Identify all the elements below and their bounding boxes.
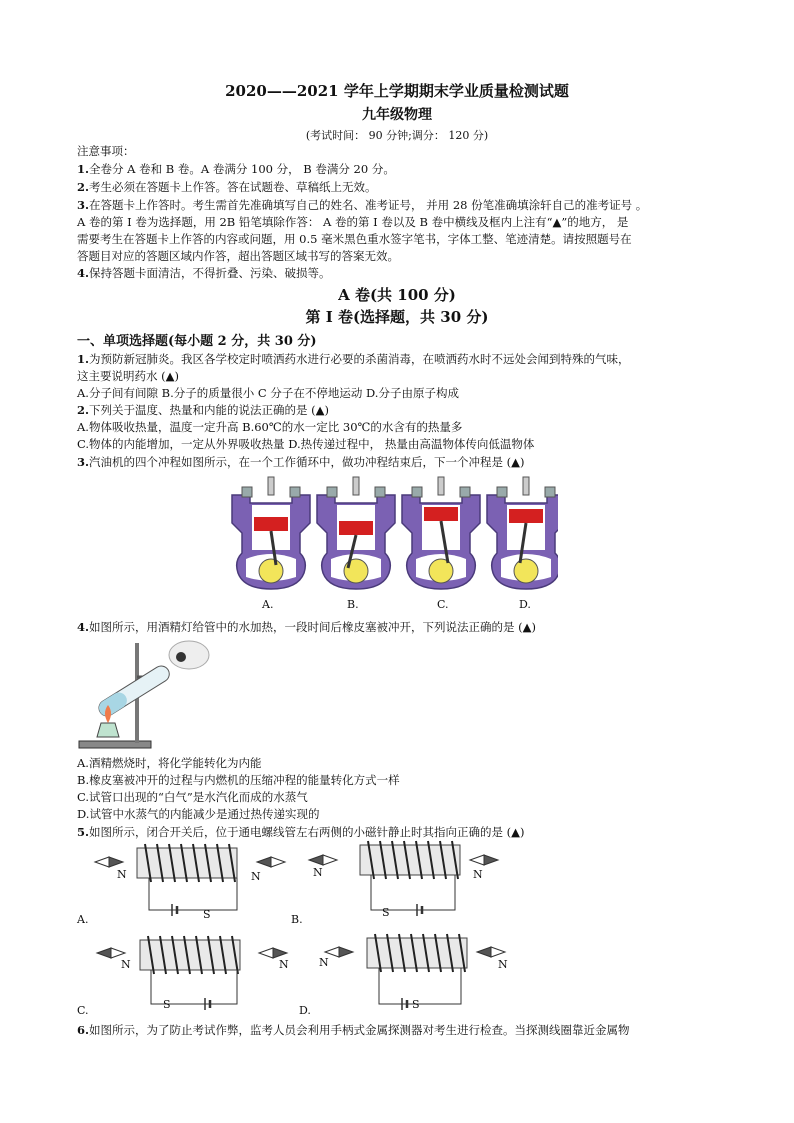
- section-i-heading: 第 I 卷(选择题，共 30 分): [305, 308, 489, 326]
- stand-base: [79, 741, 151, 748]
- question-2-options-row1: A.物体吸收热量，温度一定升高 B.60℃的水一定比 30℃的水含有的热量多: [77, 420, 463, 434]
- part-heading: 一、单项选择题(每小题 2 分，共 30 分): [77, 334, 317, 349]
- solenoid-label-a: A.: [77, 913, 89, 926]
- exam-title: 2020——2021 学年上学期期末学业质量检测试题: [225, 82, 569, 100]
- question-3-stem: 3.汽油机的四个冲程如图所示，在一个工作循环中，做功冲程结束后，下一个冲程是 (▲): [77, 455, 525, 469]
- notice-item: 2.考生必须在答题卡上作答。答在试题卷、草稿纸上无效。: [77, 180, 377, 194]
- question-4-option-b: B.橡皮塞被冲开的过程与内燃机的压缩冲程的能量转化方式一样: [77, 773, 400, 787]
- question-4-stem: 4.如图所示，用酒精灯给管中的水加热，一段时间后橡皮塞被冲开，下列说法正确的是 (▲): [77, 620, 536, 634]
- notice-item: 3.在答题卡上作答时。考生需首先准确填写自己的姓名、准考证号， 并用 28 份笔准确填涂轩自己的准考证号 。: [77, 198, 648, 212]
- rubber-stopper: [176, 652, 186, 662]
- switch-label-s: S: [382, 906, 390, 919]
- engine-strokes-figure: [228, 473, 558, 598]
- question-5-stem: 5.如图所示，闭合开关后，位于通电螺线管左右两侧的小磁针静止时其指向正确的是 (▲): [77, 825, 525, 839]
- needle-label-n: N: [117, 868, 127, 881]
- notice-item: 1.全卷分 A 卷和 B 卷。A 卷满分 100 分， B 卷满分 20 分。: [77, 162, 395, 176]
- solenoid-label-d: D.: [299, 1004, 311, 1017]
- question-4-option-d: D.试管中水蒸气的内能减少是通过热传递实现的: [77, 807, 320, 821]
- switch-label-s: S: [203, 908, 211, 921]
- engine-diagram-c: [402, 477, 480, 589]
- question-2-stem: 2.下列关于温度、热量和内能的说法正确的是 (▲): [77, 403, 329, 417]
- solenoid-diagram-b: [309, 841, 498, 916]
- question-2-options-row2: C.物体的内能增加，一定从外界吸收热量 D.热传递过程中， 热量由高温物体传向低温物体: [77, 437, 535, 451]
- question-4-option-a: A.酒精燃烧时，将化学能转化为内能: [77, 756, 262, 770]
- solenoid-label-b: B.: [291, 913, 303, 926]
- question-6-stem: 6.如图所示，为了防止考试作弊，监考人员会利用手柄式金属探测器对考生进行检查。当探测线圈靠近金属物: [77, 1023, 630, 1037]
- alcohol-lamp: [97, 723, 119, 737]
- question-1-options: A.分子间有间隙 B.分子的质量很小 C 分子在不停地运动 D.分子由原子构成: [77, 386, 459, 400]
- exam-info: (考试时间： 90 分钟;调分： 120 分): [305, 129, 489, 142]
- notice-item: 4.保持答题卡面清洁，不得折叠、污染、破损等。: [77, 266, 331, 280]
- section-a-heading: A 卷(共 100 分): [338, 286, 456, 304]
- exam-subtitle: 九年级物理: [362, 107, 432, 123]
- notice-item: A 卷的第 I 卷为选择题，用 2B 铅笔填除作答： A 卷的第 I 卷以及 B 卷中横线及框内上注有“▲”的地方， 是: [77, 215, 629, 229]
- needle-label-n: N: [473, 868, 483, 881]
- solenoid-diagram-c: [97, 936, 287, 1010]
- question-1-stem-cont: 这主要说明药水 (▲): [77, 369, 179, 383]
- question-1-stem: 1.为预防新冠肺炎。我区各学校定时喷洒药水进行必要的杀菌消毒，在喷洒药水时不远处会闻到特殊的气味，: [77, 352, 630, 366]
- test-tube-heating-figure: [77, 637, 217, 752]
- needle-label-n: N: [319, 956, 329, 969]
- engine-diagram-d: [487, 477, 558, 589]
- needle-label-n: N: [121, 958, 131, 971]
- needle-label-n: N: [313, 866, 323, 879]
- steam-cloud: [169, 641, 209, 669]
- notice-heading: 注意事项：: [77, 144, 135, 158]
- needle-label-n: N: [498, 958, 508, 971]
- switch-label-s: S: [412, 998, 420, 1011]
- needle-label-n: N: [279, 958, 289, 971]
- switch-label-s: S: [163, 998, 171, 1011]
- notice-item: 需要考生在答题卡上作答的内容或问题，用 0.5 毫米黑色重水签字笔书，字体工整、笔迹清楚。请按照题号在: [77, 232, 632, 246]
- notice-item: 答题目对应的答题区域内作答，超出答题区域书写的答案无效。: [77, 249, 399, 263]
- engine-label-a: A.: [262, 598, 274, 611]
- solenoid-label-c: C.: [77, 1004, 89, 1017]
- engine-label-d: D.: [519, 598, 531, 611]
- engine-label-b: B.: [347, 598, 359, 611]
- solenoid-figures: [77, 840, 527, 1020]
- needle-label-n: N: [251, 870, 261, 883]
- question-4-option-c: C.试管口出现的“白气”是水汽化而成的水蒸气: [77, 790, 308, 804]
- engine-label-c: C.: [437, 598, 449, 611]
- engine-diagram-b: [317, 477, 395, 589]
- engine-diagram-a: [232, 477, 310, 589]
